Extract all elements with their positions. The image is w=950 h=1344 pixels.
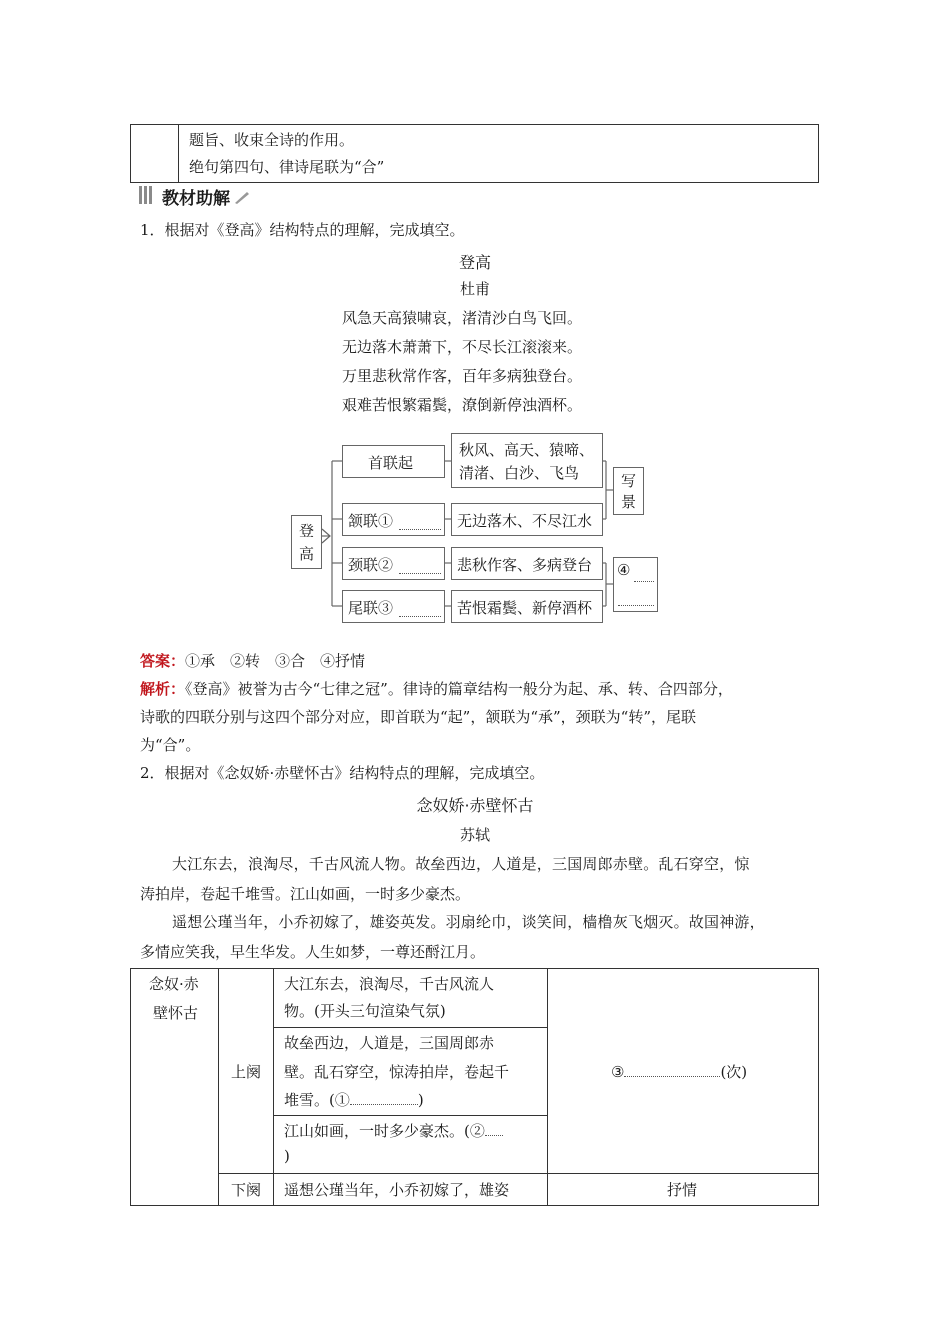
table-xiaque: 下阕 (231, 1181, 262, 1199)
table-cell-2-line-2: 壁。乱石穿空，惊涛拍岸，卷起千 (284, 1063, 510, 1081)
diagram-root-bottom: 高 (299, 545, 315, 563)
diagram-root-top: 登 (299, 522, 315, 540)
table-title-line-2: 壁怀古 (153, 1004, 199, 1022)
table-cell-4: 遥想公瑾当年，小乔初嫁了，雄姿 (284, 1181, 510, 1199)
analysis-text-1: 《登高》被誉为古今“七律之冠”。律诗的篇章结构一般分为起、承、转、合四部分， (185, 680, 733, 698)
content-1-line-2: 清渚、白沙、飞鸟 (459, 464, 580, 482)
table-cell-3-line-2: ) (284, 1147, 290, 1165)
answer-text: ①承 ②转 ③合 ④抒情 (185, 652, 366, 670)
blank-3[interactable] (624, 1075, 720, 1077)
q1-poem-line-3: 万里悲秋常作客，百年多病独登台。 (342, 367, 583, 385)
table-title-line-1: 念奴·赤 (149, 975, 199, 993)
table-shangque: 上阕 (231, 1063, 262, 1081)
table-cell-2-line-1: 故垒西边，人道是，三国周郎赤 (284, 1034, 495, 1052)
answer-label: 答案： (140, 652, 186, 670)
section-title: 教材助解 (162, 189, 230, 209)
table-cell-2-prefix: 堆雪。(① (284, 1091, 350, 1109)
couplet-2-blank[interactable] (399, 528, 441, 530)
couplet-box-1 (342, 445, 445, 478)
q1-poem-line-1: 风急天高猿啸哀，渚清沙白鸟飞回。 (342, 309, 583, 327)
q1-poem-line-2: 无边落木萧萧下，不尽长江滚滚来。 (342, 338, 583, 356)
couplet-1-label: 首联起 (368, 454, 414, 472)
q1-answer (140, 650, 365, 671)
q1-analysis-line-1 (140, 678, 733, 699)
content-box-4 (451, 590, 603, 623)
content-2-label: 无边落木、不尽江水 (457, 512, 593, 530)
group-b-blank-2[interactable] (618, 604, 654, 606)
analysis-label: 解析： (140, 680, 186, 698)
q2-para2-line-1: 遥想公瑾当年，小乔初嫁了，雄姿英发。羽扇纶巾，谈笑间，樯橹灰飞烟灭。故国神游， (172, 913, 765, 931)
q1-poem-title: 登高 (458, 253, 491, 272)
table-cell-1-line-2: 物。(开头三句渲染气氛) (284, 1002, 446, 1020)
q2-poem-author: 苏轼 (459, 826, 490, 844)
couplet-box-4 (342, 590, 445, 623)
content-box-3 (451, 547, 603, 580)
group-box-a (613, 467, 644, 515)
top-table-fragment (130, 124, 819, 183)
section-header (138, 184, 278, 208)
content-box-1 (451, 433, 603, 488)
q2-para1-line-1: 大江东去，浪淘尽，千古风流人物。故垒西边，人道是，三国周郎赤壁。乱石穿空，惊 (172, 855, 750, 873)
group-a-bottom: 景 (621, 493, 637, 511)
q2-para2-line-2: 多情应笑我，早生华发。人生如梦，一尊还酹江月。 (140, 943, 486, 961)
q1-analysis-line-2: 诗歌的四联分别与这四个部分对应，即首联为“起”，颔联为“承”，颈联为“转”，尾联 (140, 708, 697, 726)
q2-table (130, 968, 819, 1206)
top-table-line-1: 题旨、收束全诗的作用。 (189, 131, 355, 149)
table-cell-3-line-1 (284, 1120, 503, 1141)
top-table-line-2: 绝句第四句、律诗尾联为“合” (189, 158, 385, 176)
q2-poem-title: 念奴娇·赤壁怀古 (416, 796, 534, 815)
blank-1[interactable] (350, 1103, 418, 1105)
group-b-label: ④ (617, 561, 631, 579)
table-cell-2-suffix: ) (417, 1091, 424, 1109)
table-cell-1-line-1: 大江东去，浪淘尽，千古风流人 (284, 975, 495, 993)
table-cell-2-line-3 (284, 1089, 424, 1110)
top-table-left-cell (131, 125, 179, 182)
group-b-blank-1[interactable] (634, 580, 654, 582)
q1-prompt: 1．根据对《登高》结构特点的理解，完成填空。 (140, 221, 465, 239)
table-right-lower: 抒情 (667, 1181, 698, 1199)
couplet-4-label: 尾联③ (348, 599, 394, 617)
diagram-root (291, 515, 322, 569)
group-box-b (613, 557, 658, 612)
couplet-3-label: 颈联② (348, 556, 394, 574)
pen-icon (234, 190, 250, 204)
q2-para1-line-2: 涛拍岸，卷起千堆雪。江山如画，一时多少豪杰。 (140, 885, 471, 903)
q1-analysis-line-3: 为“合”。 (140, 736, 201, 754)
group-a-top: 写 (621, 472, 637, 490)
couplet-box-3 (342, 547, 445, 580)
couplet-3-blank[interactable] (399, 572, 441, 574)
blank-2[interactable] (485, 1134, 503, 1136)
content-1-line-1: 秋风、高天、猿啼、 (459, 441, 595, 459)
content-3-label: 悲秋作客、多病登台 (457, 556, 593, 574)
q1-poem-line-4: 艰难苦恨繁霜鬓，潦倒新停浊酒杯。 (342, 396, 583, 414)
couplet-2-label: 颔联① (348, 512, 394, 530)
q2-prompt: 2．根据对《念奴娇·赤壁怀古》结构特点的理解，完成填空。 (140, 764, 545, 782)
couplet-4-blank[interactable] (399, 615, 441, 617)
table-right-upper (611, 1061, 747, 1082)
couplet-box-2 (342, 503, 445, 536)
right-suffix: (次) (720, 1063, 748, 1081)
table-cell-3-prefix: 江山如画，一时多少豪杰。(② (284, 1122, 485, 1140)
content-4-label: 苦恨霜鬓、新停酒杯 (457, 599, 593, 617)
q1-poem-author: 杜甫 (459, 280, 490, 298)
right-prefix: ③ (611, 1063, 625, 1081)
content-box-2 (451, 503, 603, 536)
book-icon (138, 184, 160, 206)
